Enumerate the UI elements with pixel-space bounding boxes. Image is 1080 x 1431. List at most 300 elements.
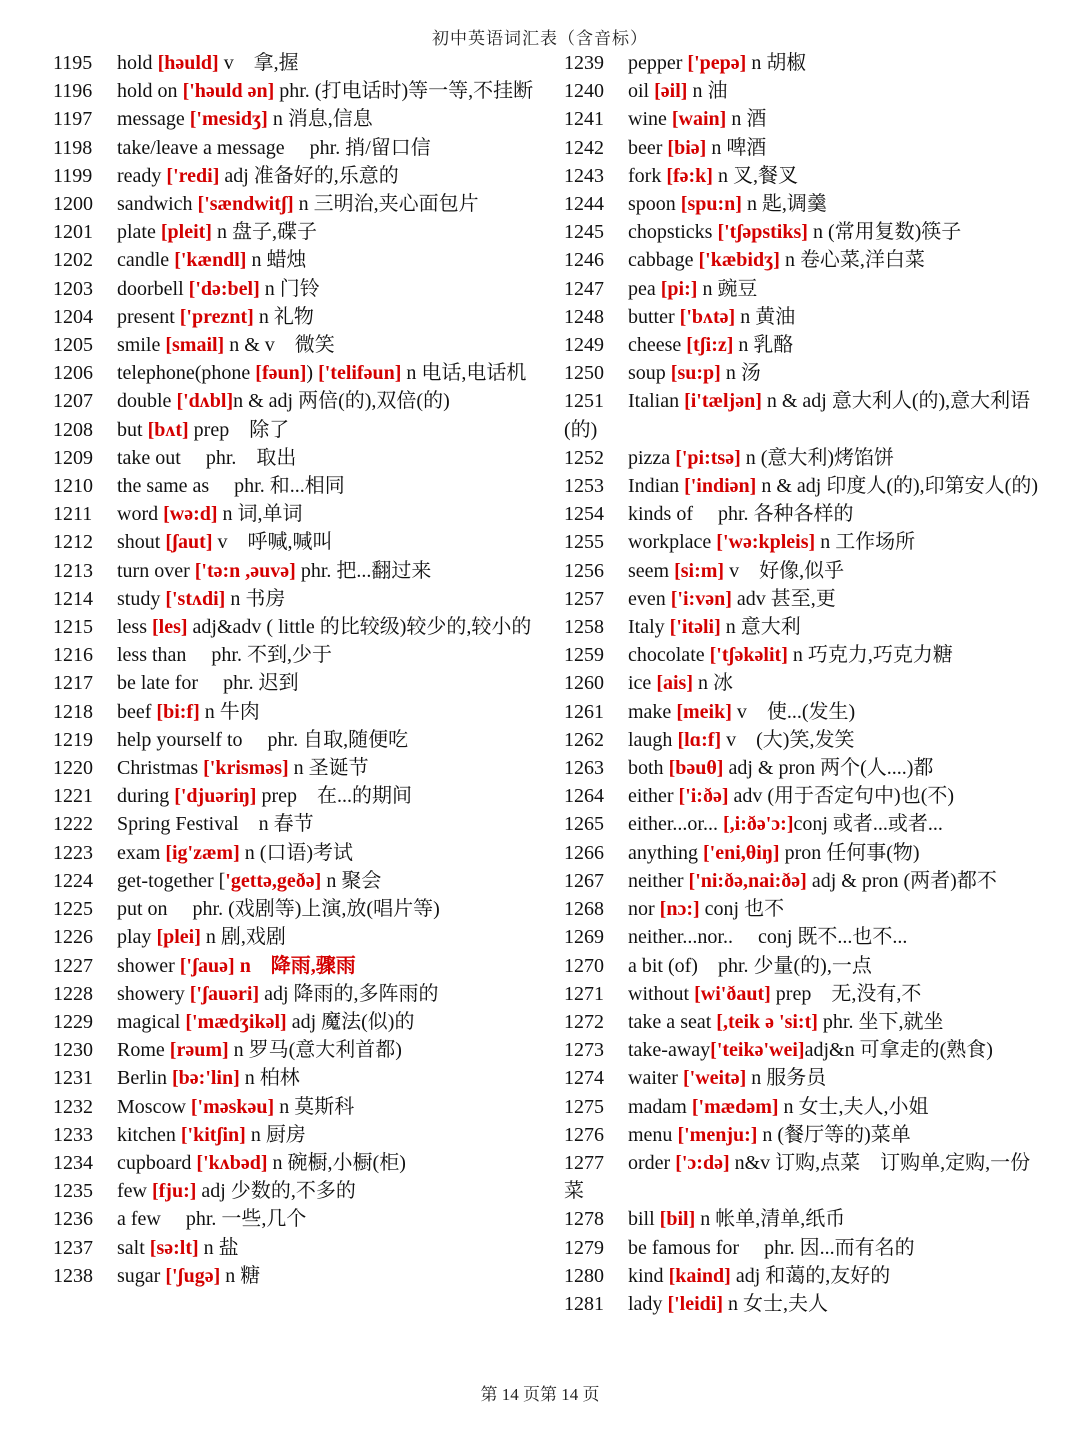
vocab-entry (564, 613, 1050, 641)
entry-text: conj 也不 (699, 898, 785, 921)
entry-text: adj&adv ( little 的比较级)较少的,较小的 (187, 616, 532, 639)
entry-number: 1231 (53, 1067, 93, 1090)
vocab-entry (564, 387, 1050, 443)
entry-text: help yourself to phr. 自取,随便吃 (117, 728, 409, 751)
entry-number: 1224 (53, 869, 93, 892)
entry-text: but (117, 418, 148, 441)
entry-text: n 柏林 (239, 1067, 300, 1090)
vocab-entry (53, 105, 539, 133)
entry-text: either...or... (628, 813, 723, 836)
vocab-entry (53, 810, 539, 838)
vocab-entry (564, 49, 1050, 77)
entry-text: kitchen (117, 1123, 181, 1146)
entry-text: candle (117, 249, 175, 272)
vocab-entry (564, 669, 1050, 697)
entry-text: n 啤酒 (706, 136, 767, 159)
entry-text: turn over (117, 559, 195, 582)
entry-text: less (117, 616, 152, 639)
phonetic-transcription: ['redi] (166, 164, 220, 187)
entry-number: 1237 (53, 1236, 93, 1259)
entry-text: n 聚会 (321, 869, 382, 892)
entry-text: n (餐厅等的)菜单 (757, 1123, 911, 1146)
entry-text: n 莫斯科 (274, 1095, 355, 1118)
entry-number: 1206 (53, 362, 93, 385)
phonetic-transcription: ['ʃugə] (165, 1264, 221, 1287)
entry-text: phr. 把...翻过来 (295, 559, 432, 582)
vocab-entry (53, 1121, 539, 1149)
entry-number: 1209 (53, 446, 93, 469)
entry-text: adj 降雨的,多阵雨的 (259, 982, 439, 1005)
entry-number: 1243 (564, 164, 604, 187)
entry-text: n 豌豆 (697, 277, 758, 300)
phonetic-transcription: ['weitə] (682, 1067, 747, 1090)
entry-number: 1230 (53, 1039, 93, 1062)
entry-text: plate (117, 221, 161, 244)
vocab-entry (53, 1093, 539, 1121)
phonetic-transcription: [sə:lt] (149, 1236, 199, 1259)
entry-text: sandwich (117, 193, 198, 216)
entry-text: n 帐单,清单,纸币 (695, 1208, 846, 1231)
vocab-entry (53, 190, 539, 218)
phonetic-transcription: ['kʌbəd] (196, 1151, 268, 1174)
entry-text: v 呼喊,喊叫 (212, 531, 333, 554)
entry-number: 1249 (564, 334, 604, 357)
phonetic-transcription: [bil] (659, 1208, 696, 1231)
entry-number: 1272 (564, 1010, 604, 1033)
vocab-entry (564, 134, 1050, 162)
entry-text: n & adj 印度人(的),印第安人(的) (756, 475, 1038, 498)
phonetic-transcription: ['tʃəpstiks] (717, 221, 808, 244)
entry-text: a few phr. 一些,几个 (117, 1208, 307, 1231)
vocab-entry (564, 303, 1050, 331)
entry-text: shower (117, 954, 180, 977)
entry-text: neither...nor.. conj 既不...也不... (628, 926, 908, 949)
vocab-entry (564, 698, 1050, 726)
phonetic-transcription: [kaind] (668, 1264, 731, 1287)
entry-text: word (117, 503, 164, 526)
phonetic-transcription: ['eni,θiŋ] (703, 841, 780, 864)
entry-text: nor (628, 898, 660, 921)
entry-number: 1234 (53, 1151, 93, 1174)
phonetic-transcription: [si:m] (674, 559, 725, 582)
vocab-entry (53, 613, 539, 641)
phonetic-transcription: ['preznt] (179, 305, 254, 328)
entry-text: Moscow (117, 1095, 191, 1118)
phonetic-transcription: ['mædʒikəl] (185, 1010, 287, 1033)
phonetic-transcription: ['bʌtə] (679, 305, 736, 328)
entry-text: n 卷心菜,洋白菜 (779, 249, 925, 272)
phonetic-transcription: 'gettə,geðə] (225, 869, 322, 892)
entry-text: n (常用复数)筷子 (807, 221, 962, 244)
entry-number: 1274 (564, 1067, 604, 1090)
entry-text: double (117, 390, 177, 413)
entry-text: butter (628, 305, 680, 328)
vocab-entry (53, 1064, 539, 1092)
entry-number: 1264 (564, 785, 604, 808)
vocab-entry (564, 1093, 1050, 1121)
entry-text: pron 任何事(物) (779, 841, 920, 864)
entry-text: wine (628, 108, 672, 131)
entry-text: adj 和蔼的,友好的 (730, 1264, 891, 1287)
phonetic-transcription: [ig'zæm] (165, 841, 240, 864)
entry-number: 1219 (53, 728, 93, 751)
entry-text: during (117, 785, 175, 808)
vocab-entry (564, 105, 1050, 133)
entry-number: 1210 (53, 475, 93, 498)
phonetic-transcription: [wain] (671, 108, 727, 131)
entry-number: 1233 (53, 1123, 93, 1146)
vocab-entry (53, 952, 539, 980)
vocabulary-column-right (564, 49, 1050, 1318)
entry-number: 1208 (53, 418, 93, 441)
vocab-entry (53, 359, 539, 387)
entry-number: 1235 (53, 1180, 93, 1203)
entry-number: 1214 (53, 587, 93, 610)
vocab-entry (53, 500, 539, 528)
entry-number: 1205 (53, 334, 93, 357)
entry-text: message (117, 108, 190, 131)
phonetic-transcription: [əil] (654, 80, 688, 103)
vocab-entry (53, 1036, 539, 1064)
entry-number: 1240 (564, 80, 604, 103)
phonetic-transcription: [les] (152, 616, 188, 639)
vocab-entry (564, 641, 1050, 669)
phonetic-transcription: [bʌt] (147, 418, 189, 441)
phonetic-transcription: ['i:vən] (670, 587, 732, 610)
phonetic-transcription: ['menju:] (677, 1123, 758, 1146)
entry-text: ready (117, 164, 167, 187)
entry-text: Spring Festival n 春节 (117, 813, 314, 836)
entry-number: 1279 (564, 1236, 604, 1259)
entry-number: 1269 (564, 926, 604, 949)
entry-text: a bit (of) phr. 少量(的),一点 (628, 954, 872, 977)
entry-text: adj & pron 两个(人....)都 (723, 757, 934, 780)
entry-number: 1200 (53, 193, 93, 216)
entry-number: 1270 (564, 954, 604, 977)
entry-number: 1201 (53, 221, 93, 244)
entry-number: 1232 (53, 1095, 93, 1118)
entry-text: n 匙,调羹 (741, 193, 827, 216)
entry-text: salt (117, 1236, 150, 1259)
entry-number: 1281 (564, 1292, 604, 1315)
entry-text: either (628, 785, 679, 808)
entry-number: 1199 (53, 164, 93, 187)
vocab-entry (53, 1008, 539, 1036)
entry-number: 1203 (53, 277, 93, 300)
vocab-entry (564, 1234, 1050, 1262)
entry-number: 1275 (564, 1095, 604, 1118)
entry-text: n 盐 (198, 1236, 239, 1259)
vocab-entry (564, 1149, 1050, 1205)
entry-text: order (628, 1151, 676, 1174)
phonetic-transcription: [wi'ðaut] (694, 982, 771, 1005)
entry-number: 1252 (564, 446, 604, 469)
entry-text: v (大)笑,发笑 (721, 728, 855, 751)
vocab-entry (564, 980, 1050, 1008)
entry-text: phr. 坐下,就坐 (817, 1010, 944, 1033)
phonetic-transcription: [spu:n] (680, 193, 742, 216)
entry-text: prep 无,没有,不 (770, 982, 922, 1005)
phonetic-transcription: [bi:f] (156, 700, 200, 723)
vocab-entry (53, 1205, 539, 1233)
entry-text: n 消息,信息 (267, 108, 373, 131)
entry-text: sugar (117, 1264, 166, 1287)
vocab-entry (53, 275, 539, 303)
entry-number: 1258 (564, 616, 604, 639)
entry-text: shout (117, 531, 166, 554)
entry-number: 1266 (564, 841, 604, 864)
entry-text: n 油 (687, 80, 728, 103)
entry-text: Italy (628, 616, 670, 639)
entry-text: n 叉,餐叉 (712, 164, 798, 187)
entry-text: workplace (628, 531, 717, 554)
entry-text: prep 在...的期间 (256, 785, 412, 808)
entry-number: 1215 (53, 616, 93, 639)
entry-number: 1238 (53, 1264, 93, 1287)
entry-text: adj 魔法(似)的 (286, 1010, 415, 1033)
entry-text: n 礼物 (253, 305, 314, 328)
entry-text: without (628, 982, 695, 1005)
entry-text: Christmas (117, 757, 204, 780)
phonetic-transcription: [pleit] (160, 221, 212, 244)
entry-number: 1267 (564, 869, 604, 892)
entry-text: n 盘子,碟子 (211, 221, 317, 244)
entry-text: spoon (628, 193, 681, 216)
vocab-entry (53, 585, 539, 613)
entry-text: menu (628, 1123, 678, 1146)
entry-number: 1263 (564, 757, 604, 780)
phonetic-transcription: ['krisməs] (203, 757, 289, 780)
vocab-entry (564, 585, 1050, 613)
phonetic-transcription: [,i:ðə'ɔ:] (722, 813, 794, 836)
vocab-entry (53, 754, 539, 782)
phonetic-transcription: ['kændl] (174, 249, 247, 272)
phonetic-transcription: [smail] (165, 334, 225, 357)
vocab-entry (564, 275, 1050, 303)
entry-text: adj 少数的,不多的 (196, 1180, 356, 1203)
entry-text: n 意大利 (720, 616, 801, 639)
phonetic-transcription: [tʃi:z] (686, 334, 734, 357)
entry-text: cabbage (628, 249, 699, 272)
entry-text: showery (117, 982, 190, 1005)
phonetic-transcription: ['wə:kpleis] (716, 531, 816, 554)
entry-number: 1228 (53, 982, 93, 1005)
vocab-entry (564, 1205, 1050, 1233)
entry-number: 1248 (564, 305, 604, 328)
vocab-entry (53, 134, 539, 162)
entry-number: 1202 (53, 249, 93, 272)
entry-text: madam (628, 1095, 692, 1118)
phonetic-transcription: ['məskəu] (190, 1095, 275, 1118)
vocab-entry (53, 416, 539, 444)
vocab-entry (564, 77, 1050, 105)
vocab-entry (564, 359, 1050, 387)
vocab-entry (564, 839, 1050, 867)
entry-text: adv 甚至,更 (731, 587, 836, 610)
phonetic-transcription: ['leidi] (667, 1292, 723, 1315)
vocabulary-column-left (53, 49, 539, 1290)
phonetic-transcription: [lɑ:f] (677, 728, 722, 751)
entry-number: 1236 (53, 1208, 93, 1231)
vocab-entry (53, 77, 539, 105)
vocab-entry (564, 754, 1050, 782)
phonetic-transcription: [bəuθ] (668, 757, 724, 780)
vocab-entry (53, 923, 539, 951)
phonetic-transcription: ['i:ðə] (678, 785, 729, 808)
entry-text: laugh (628, 728, 678, 751)
phonetic-transcription: ['indiən] (684, 475, 757, 498)
entry-text: oil (628, 80, 655, 103)
entry-text: prep 除了 (188, 418, 290, 441)
entry-text: pizza (628, 446, 676, 469)
phonetic-transcription: ['pi:tsə] (675, 446, 741, 469)
vocab-entry (564, 1008, 1050, 1036)
phonetic-transcription: [fə:k] (666, 164, 713, 187)
phonetic-transcription: ['teikə'wei] (710, 1039, 805, 1062)
entry-number: 1265 (564, 813, 604, 836)
entry-text: be late for phr. 迟到 (117, 672, 299, 695)
phonetic-transcription: ['mædəm] (691, 1095, 779, 1118)
entry-text: n&v 订购,点菜 订购单,定购,一份菜 (564, 1151, 1031, 1203)
entry-text: anything (628, 841, 703, 864)
entry-number: 1245 (564, 221, 604, 244)
entry-text: smile (117, 334, 166, 357)
entry-number: 1229 (53, 1010, 93, 1033)
vocab-entry (564, 162, 1050, 190)
vocab-entry (53, 218, 539, 246)
entry-text: exam (117, 841, 166, 864)
entry-text: n & v 微笑 (224, 334, 335, 357)
vocab-entry (564, 1290, 1050, 1318)
entry-number: 1216 (53, 644, 93, 667)
entry-text: chopsticks (628, 221, 718, 244)
entry-number: 1211 (53, 503, 93, 526)
entry-text: cheese (628, 334, 687, 357)
phonetic-transcription: ['ʃauəri] (189, 982, 260, 1005)
entry-text: even (628, 587, 671, 610)
vocab-entry (53, 162, 539, 190)
entry-text: n 汤 (720, 362, 761, 385)
entry-number: 1271 (564, 982, 604, 1005)
vocab-entry (564, 810, 1050, 838)
entry-number: 1226 (53, 926, 93, 949)
entry-text: beef (117, 700, 157, 723)
entry-number: 1222 (53, 813, 93, 836)
entry-text: lady (628, 1292, 668, 1315)
entry-text: n 门铃 (259, 277, 320, 300)
phonetic-transcription: ['də:bel] (188, 277, 260, 300)
entry-text: n (口语)考试 (239, 841, 354, 864)
entry-text: n (意大利)烤馅饼 (740, 446, 895, 469)
vocab-entry (564, 190, 1050, 218)
entry-number: 1213 (53, 559, 93, 582)
entry-text: n 词,单词 (217, 503, 303, 526)
entry-number: 1221 (53, 785, 93, 808)
phonetic-transcription: [həuld] (157, 52, 219, 74)
vocab-entry (564, 472, 1050, 500)
entry-text: cupboard (117, 1151, 197, 1174)
entry-number: 1239 (564, 52, 604, 74)
entry-text: doorbell (117, 277, 189, 300)
entry-text: take a seat (628, 1010, 717, 1033)
entry-number: 1280 (564, 1264, 604, 1287)
vocab-entry (53, 1234, 539, 1262)
entry-number: 1277 (564, 1151, 604, 1174)
phonetic-transcription: ['ʃauə] n 降雨,骤雨 (179, 954, 356, 977)
entry-text: adj 准备好的,乐意的 (219, 164, 399, 187)
vocab-entry (564, 1121, 1050, 1149)
entry-number: 1256 (564, 559, 604, 582)
entry-text: hold on (117, 80, 183, 103)
entry-text: seem (628, 559, 675, 582)
entry-text: n 工作场所 (815, 531, 916, 554)
entry-text: the same as phr. 和...相同 (117, 475, 345, 498)
vocab-entry (53, 303, 539, 331)
entry-number: 1255 (564, 531, 604, 554)
entry-number: 1225 (53, 898, 93, 921)
vocab-entry (564, 246, 1050, 274)
entry-text: n 罗马(意大利首都) (228, 1039, 402, 1062)
entry-text: both (628, 757, 669, 780)
entry-text: bill (628, 1208, 660, 1231)
entry-number: 1227 (53, 954, 93, 977)
phonetic-transcription: [rəum] (169, 1039, 229, 1062)
vocab-entry (53, 1149, 539, 1177)
entry-text: take/leave a message phr. 捎/留口信 (117, 136, 431, 159)
phonetic-transcription: ['ɔ:də] (675, 1151, 730, 1174)
entry-text: n 胡椒 (746, 52, 807, 74)
vocab-entry (53, 472, 539, 500)
entry-number: 1262 (564, 728, 604, 751)
entry-text: pepper (628, 52, 688, 74)
entry-text: v 拿,握 (218, 52, 299, 74)
vocab-entry (53, 641, 539, 669)
phonetic-transcription: [bə:'lin] (172, 1067, 240, 1090)
entry-number: 1276 (564, 1123, 604, 1146)
phonetic-transcription: [,teik ə 'si:t] (716, 1010, 818, 1033)
page-header: 初中英语词汇表（含音标） (432, 29, 648, 48)
entry-text: n 圣诞节 (288, 757, 369, 780)
entry-text: magical (117, 1010, 186, 1033)
vocab-entry (564, 218, 1050, 246)
entry-number: 1268 (564, 898, 604, 921)
entry-text: chocolate (628, 644, 710, 667)
vocab-entry (53, 980, 539, 1008)
entry-text: adv (用于否定句中)也(不) (728, 785, 955, 808)
vocab-entry (53, 726, 539, 754)
vocab-entry (53, 557, 539, 585)
vocab-entry (564, 528, 1050, 556)
phonetic-transcription: [su:p] (670, 362, 721, 385)
entry-text: v 好像,似乎 (724, 559, 845, 582)
entry-text: ice (628, 672, 657, 695)
entry-number: 1241 (564, 108, 604, 131)
vocab-entry (564, 444, 1050, 472)
vocab-entry (53, 246, 539, 274)
vocab-entry (53, 1177, 539, 1205)
vocab-entry (564, 923, 1050, 951)
entry-number: 1254 (564, 503, 604, 526)
entry-text: n 糖 (220, 1264, 261, 1287)
entry-text: get-together [ (117, 869, 226, 892)
entry-text: n 厨房 (245, 1123, 306, 1146)
entry-text: pea (628, 277, 661, 300)
entry-text: adj & pron (两者)都不 (806, 869, 997, 892)
vocab-entry (53, 698, 539, 726)
phonetic-transcription: ['kitʃin] (180, 1123, 246, 1146)
entry-text: n 书房 (225, 587, 286, 610)
entry-text: n 酒 (726, 108, 767, 131)
